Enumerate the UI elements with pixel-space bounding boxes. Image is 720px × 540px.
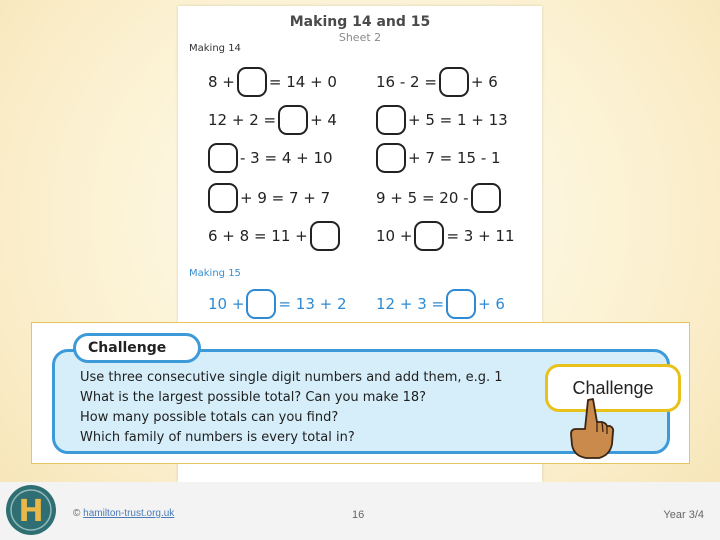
answer-box: [414, 221, 444, 251]
svg-text:H: H: [18, 494, 44, 529]
equation-row: 10 + = 3 + 11: [376, 220, 515, 252]
equation-row: 16 - 2 = + 6: [376, 66, 498, 98]
equation-row: + 5 = 1 + 13: [374, 104, 508, 136]
challenge-line: What is the largest possible total? Can you make 18?: [80, 390, 427, 405]
equation-row: 6 + 8 = 11 +: [208, 220, 342, 252]
copyright-notice: © hamilton-trust.org.uk: [73, 508, 175, 519]
answer-box: [439, 67, 469, 97]
answer-box: [446, 289, 476, 319]
section-making-15: Making 15: [189, 268, 241, 279]
challenge-line: Use three consecutive single digit numbers and add them, e.g. 1: [80, 370, 503, 385]
answer-box: [310, 221, 340, 251]
challenge-button[interactable]: Challenge: [545, 364, 681, 412]
equation-row: 9 + 5 = 20 -: [376, 182, 503, 214]
answer-box: [237, 67, 267, 97]
equation-row: 8 + = 14 + 0: [208, 66, 337, 98]
year-group-label: Year 3/4: [663, 509, 704, 521]
equation-row: 12 + 3 = + 6: [376, 288, 505, 320]
answer-box: [471, 183, 501, 213]
challenge-line: Which family of numbers is every total in?: [80, 430, 355, 445]
equation-row: - 3 = 4 + 10: [206, 142, 333, 174]
answer-box: [246, 289, 276, 319]
challenge-line: How many possible totals can you find?: [80, 410, 339, 425]
pointing-hand-icon: [566, 398, 616, 460]
equation-row: + 9 = 7 + 7: [206, 182, 330, 214]
equation-row: 12 + 2 = + 4: [208, 104, 337, 136]
worksheet-subtitle: Sheet 2: [338, 31, 382, 44]
page-number: 16: [352, 509, 365, 521]
answer-box: [376, 143, 406, 173]
answer-box: [208, 183, 238, 213]
answer-box: [278, 105, 308, 135]
equation-row: + 7 = 15 - 1: [374, 142, 501, 174]
section-making-14: Making 14: [189, 43, 241, 54]
worksheet-title: Making 14 and 15: [289, 14, 431, 30]
hamilton-trust-logo: [5, 484, 57, 536]
copyright-link[interactable]: hamilton-trust.org.uk: [83, 508, 175, 519]
equation-row: 10 + = 13 + 2: [208, 288, 347, 320]
challenge-tab: Challenge: [73, 333, 201, 363]
answer-box: [208, 143, 238, 173]
answer-box: [376, 105, 406, 135]
